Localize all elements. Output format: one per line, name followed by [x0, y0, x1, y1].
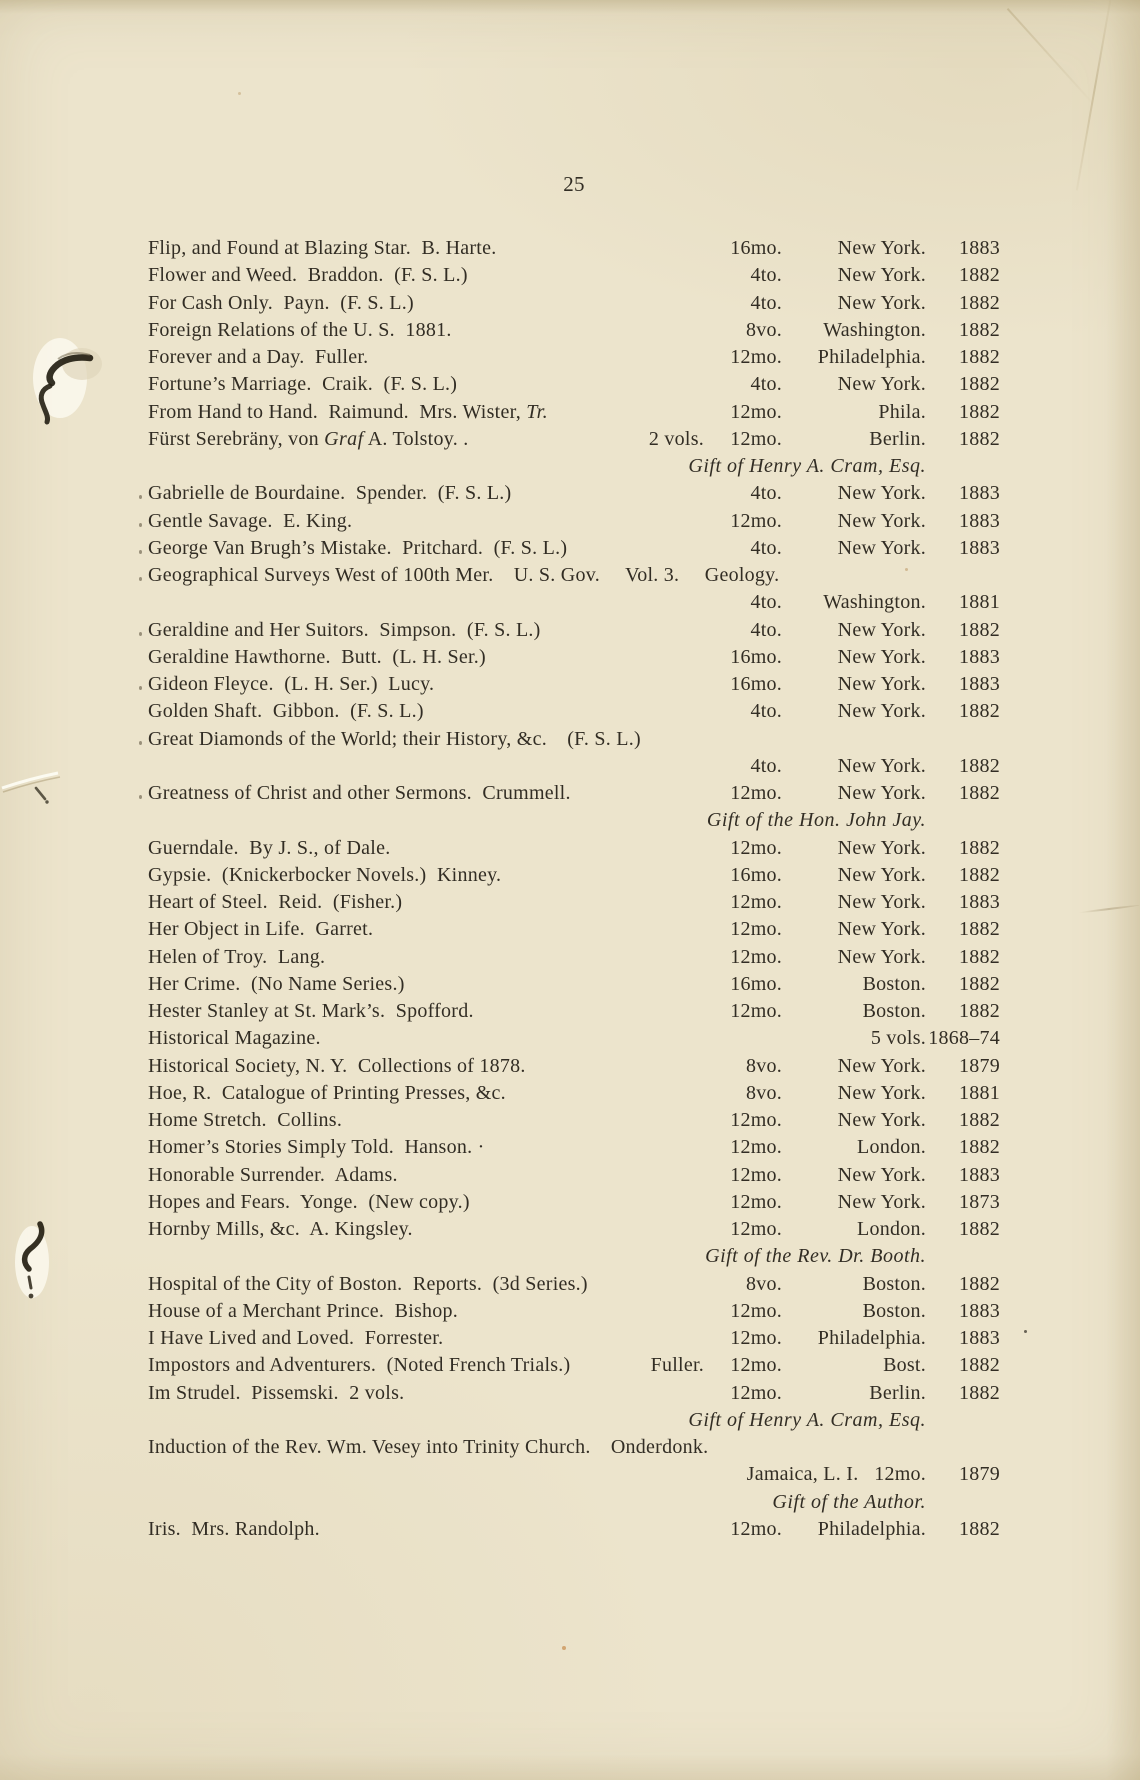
corner-crease-line	[1076, 0, 1114, 191]
entry-city: London.	[857, 1218, 926, 1240]
entry-city: Berlin.	[869, 427, 926, 450]
entry-title	[148, 1191, 470, 1214]
entry-title-text: Heart of Steel. Reid. (Fisher.)	[148, 891, 403, 913]
entry-format: 12mo.	[730, 1190, 782, 1213]
entry-format: 12mo.	[730, 1381, 782, 1404]
catalog-row	[148, 564, 1000, 591]
gift-credit-row	[148, 809, 1000, 836]
entry-city: New York.	[837, 618, 926, 641]
catalog-row	[148, 1000, 1000, 1027]
entry-title-text: Geographical Surveys West of 100th Mer. U. S. Gov. Vol. 3. Geology.	[148, 564, 780, 586]
entry-year: 1883	[959, 1327, 1000, 1349]
entry-title	[148, 619, 541, 642]
entry-year: 1882	[959, 863, 1000, 886]
entry-title-text: Golden Shaft. Gibbon. (F. S. L.)	[148, 700, 424, 723]
entry-title	[148, 1218, 413, 1241]
entry-city: Phila.	[878, 400, 926, 423]
entry-year: 1882	[959, 346, 1000, 368]
entry-year: 1882	[959, 618, 1000, 641]
entry-format: 8vo.	[746, 1081, 782, 1104]
entry-city: Bost.	[883, 1354, 926, 1377]
entry-title	[148, 782, 571, 805]
entry-city: New York.	[837, 836, 926, 859]
catalog-row	[148, 1082, 1000, 1109]
entry-city: New York.	[837, 1054, 926, 1077]
catalog-row	[148, 700, 1000, 727]
entry-title	[148, 1273, 588, 1296]
entry-format: 12mo.	[730, 782, 782, 804]
entry-title	[148, 918, 373, 941]
entry-year: 1883	[959, 482, 1000, 505]
entry-year: 1883	[959, 509, 1000, 532]
entry-city: Washington.	[823, 318, 926, 341]
entry-title	[148, 1164, 398, 1187]
catalog-row	[148, 1436, 1000, 1463]
entry-title-text: Iris. Mrs. Randolph.	[148, 1517, 320, 1540]
entry-year: 1883	[959, 1163, 1000, 1186]
catalog-row	[148, 510, 1000, 537]
entry-title-text: Flower and Weed. Braddon. (F. S. L.)	[148, 264, 468, 287]
catalog-row	[148, 782, 1000, 809]
catalog-row	[148, 946, 1000, 973]
entry-format: 16mo.	[730, 237, 782, 259]
entry-title	[148, 1027, 321, 1050]
entry-format: 12mo.	[730, 427, 782, 450]
entry-year: 1882	[959, 400, 1000, 423]
entry-format: 4to.	[750, 536, 782, 559]
entry-format: 12mo.	[730, 836, 782, 859]
catalog-row	[148, 755, 1000, 782]
entry-title-text: Gideon Fleyce. (L. H. Ser.) Lucy.	[148, 673, 435, 695]
entry-year: 1883	[959, 237, 1000, 259]
gift-credit: Gift of the Hon. John Jay.	[706, 809, 926, 832]
entry-title	[148, 946, 325, 969]
entry-format: 12mo.	[730, 1109, 782, 1131]
entry-year: 1882	[959, 427, 1000, 450]
entry-title-text: Homer’s Stories Simply Told. Hanson. ·	[148, 1136, 485, 1159]
gift-credit: Gift of Henry A. Cram, Esq.	[688, 455, 926, 477]
catalog-row	[148, 1109, 1000, 1136]
entry-city: New York.	[837, 1109, 926, 1131]
entry-year: 1882	[959, 972, 1000, 995]
entry-year: 1882	[959, 264, 1000, 287]
catalog-row	[148, 1164, 1000, 1191]
entry-title	[148, 1382, 404, 1405]
catalog-row	[148, 591, 1000, 618]
entry-title-text: George Van Brugh’s Mistake. Pritchard. (F. S. L.)	[148, 536, 568, 559]
entry-format: 4to.	[750, 591, 782, 614]
entry-title	[148, 891, 402, 914]
catalog-row	[148, 401, 1000, 428]
catalog-row	[148, 619, 1000, 646]
catalog-row	[148, 646, 1000, 673]
entry-title-text: Great Diamonds of the World; their History, &c. (F. S. L.)	[148, 727, 641, 750]
catalog-row	[148, 973, 1000, 1000]
entry-year: 1883	[959, 891, 1000, 913]
entry-title	[148, 264, 468, 287]
gift-credit: Gift of the Author.	[772, 1490, 926, 1513]
entry-title	[148, 346, 368, 369]
catalog-row	[148, 1327, 1000, 1354]
catalog-list	[148, 237, 1000, 1545]
entry-note: 5 vols.	[870, 1027, 926, 1050]
entry-format: 16mo.	[730, 673, 782, 695]
entry-format: 4to.	[750, 482, 782, 505]
entry-title	[148, 728, 641, 751]
entry-title	[148, 292, 414, 315]
entry-format: 12mo.	[730, 509, 782, 532]
entry-format: 4to.	[750, 264, 782, 287]
entry-title-text: Gypsie. (Knickerbocker Novels.) Kinney.	[148, 863, 502, 886]
entry-city: New York.	[837, 945, 926, 968]
entry-title-text: House of a Merchant Prince. Bishop.	[148, 1299, 459, 1322]
paper-tear-mark-bottom	[8, 1216, 60, 1314]
entry-year: 1882	[959, 1000, 1000, 1022]
entry-format: 4to.	[750, 618, 782, 641]
entry-format: 12mo.	[730, 1299, 782, 1322]
entry-city: Boston.	[862, 1272, 926, 1295]
entry-title-text: Hospital of the City of Boston. Reports. (3d Series.)	[148, 1272, 588, 1295]
entry-title-text: Helen of Troy. Lang.	[148, 945, 326, 968]
entry-title-text: A. Tolstoy. .	[363, 427, 469, 450]
entry-title	[148, 401, 548, 424]
entry-year: 1883	[959, 1299, 1000, 1322]
entry-title-text: Hester Stanley at St. Mark’s. Spofford.	[148, 1000, 474, 1022]
entry-year: 1881	[959, 1081, 1000, 1104]
entry-city: New York.	[837, 782, 926, 804]
entry-city: London.	[857, 1136, 926, 1159]
entry-format: 16mo.	[730, 645, 782, 668]
entry-city: New York.	[837, 482, 926, 505]
entry-year: 1879	[959, 1054, 1000, 1077]
entry-city: Boston.	[862, 1000, 926, 1022]
entry-year: 1868–74	[928, 1027, 1000, 1050]
entry-year: 1882	[959, 782, 1000, 804]
entry-title-text: Her Crime. (No Name Series.)	[148, 972, 405, 995]
catalog-row	[148, 482, 1000, 509]
entry-title-text: Hopes and Fears. Yonge. (New copy.)	[148, 1190, 470, 1213]
entry-title	[148, 646, 486, 669]
catalog-row	[148, 1518, 1000, 1545]
entry-title	[148, 1518, 320, 1541]
entry-city: New York.	[837, 1163, 926, 1186]
entry-year: 1883	[959, 645, 1000, 668]
entry-city: New York.	[837, 373, 926, 396]
entry-format: 16mo.	[730, 972, 782, 995]
entry-title	[148, 673, 434, 696]
entry-title-text: Flip, and Found at Blazing Star. B. Harte.	[148, 237, 497, 259]
entry-format: 16mo.	[730, 863, 782, 886]
entry-title	[148, 864, 501, 887]
entry-title-text: Guerndale. By J. S., of Dale.	[148, 836, 391, 859]
catalog-row	[148, 346, 1000, 373]
entry-note: Jamaica, L. I. 12mo.	[746, 1463, 926, 1486]
catalog-row	[148, 237, 1000, 264]
entry-format: 12mo.	[730, 1218, 782, 1240]
catalog-row	[148, 537, 1000, 564]
entry-title-text: From Hand to Hand. Raimund. Mrs. Wister,	[148, 400, 527, 423]
entry-title-text: Hoe, R. Catalogue of Printing Presses, &c.	[148, 1081, 506, 1104]
entry-title	[148, 1300, 458, 1323]
entry-format: 4to.	[750, 291, 782, 314]
entry-city: New York.	[837, 863, 926, 886]
entry-city: Philadelphia.	[817, 1517, 926, 1540]
entry-city: New York.	[837, 700, 926, 723]
gift-credit-row	[148, 1491, 1000, 1518]
entry-title	[148, 1082, 506, 1105]
entry-title-text: Geraldine Hawthorne. Butt. (L. H. Ser.)	[148, 645, 486, 668]
entry-format: 12mo.	[730, 346, 782, 368]
paper-crease-mark-middle	[0, 746, 74, 812]
entry-title-text: Home Stretch. Collins.	[148, 1109, 343, 1131]
entry-title	[148, 1136, 485, 1159]
entry-format: 12mo.	[730, 1327, 782, 1349]
entry-title-text: Impostors and Adventurers. (Noted French Trials.)	[148, 1354, 571, 1377]
entry-format: 12mo.	[730, 1136, 782, 1159]
entry-city: New York.	[837, 291, 926, 314]
entry-title	[148, 973, 405, 996]
entry-format: 8vo.	[746, 318, 782, 341]
entry-title-text: Historical Magazine.	[148, 1027, 321, 1050]
entry-volumes: Fuller.	[650, 1354, 704, 1377]
entry-title-text: Hornby Mills, &c. A. Kingsley.	[148, 1218, 413, 1240]
entry-format: 8vo.	[746, 1054, 782, 1077]
catalog-row	[148, 891, 1000, 918]
entry-city: New York.	[837, 673, 926, 695]
entry-title-italic: Graf	[324, 427, 364, 450]
entry-format: 4to.	[750, 754, 782, 777]
entry-title	[148, 537, 567, 560]
entry-title	[148, 237, 497, 260]
entry-format: 12mo.	[730, 400, 782, 423]
entry-title-text: Her Object in Life. Garret.	[148, 918, 374, 941]
entry-title	[148, 1327, 443, 1350]
entry-city: Boston.	[862, 972, 926, 995]
entry-format: 12mo.	[730, 891, 782, 913]
gift-credit-row	[148, 1245, 1000, 1272]
entry-city: New York.	[837, 237, 926, 259]
catalog-row	[148, 837, 1000, 864]
entry-year: 1881	[959, 591, 1000, 614]
paper-speck	[562, 1646, 566, 1650]
gift-credit-row	[148, 1409, 1000, 1436]
entry-city: New York.	[837, 536, 926, 559]
entry-year: 1882	[959, 945, 1000, 968]
paper-speck	[238, 92, 241, 95]
entry-title	[148, 700, 424, 723]
entry-title	[148, 564, 779, 587]
stray-ink-dot	[1024, 1330, 1027, 1333]
entry-year: 1882	[959, 1136, 1000, 1159]
page-number: 25	[563, 172, 585, 196]
entry-city: New York.	[837, 918, 926, 941]
entry-format: 12mo.	[730, 1163, 782, 1186]
entry-year: 1882	[959, 291, 1000, 314]
entry-title-text: Im Strudel. Pissemski. 2 vols.	[148, 1381, 405, 1404]
entry-title-text: Honorable Surrender. Adams.	[148, 1163, 398, 1186]
entry-year: 1882	[959, 1272, 1000, 1295]
entry-title	[148, 1000, 474, 1023]
entry-title	[148, 373, 457, 396]
entry-format: 8vo.	[746, 1272, 782, 1295]
entry-title	[148, 482, 511, 505]
entry-city: Boston.	[862, 1299, 926, 1322]
paper-tear-mark-top	[24, 326, 108, 432]
entry-volumes: 2 vols.	[648, 427, 704, 450]
entry-city: New York.	[837, 509, 926, 532]
catalog-row	[148, 428, 1000, 455]
catalog-row	[148, 918, 1000, 945]
catalog-row	[148, 1273, 1000, 1300]
entry-city: New York.	[837, 1190, 926, 1213]
catalog-row	[148, 864, 1000, 891]
edge-crease-line	[1078, 904, 1140, 914]
entry-city: Berlin.	[869, 1381, 926, 1404]
catalog-row	[148, 264, 1000, 291]
entry-title-text: Gentle Savage. E. King.	[148, 509, 353, 532]
entry-year: 1882	[959, 754, 1000, 777]
entry-title-text: Greatness of Christ and other Sermons. Crummell.	[148, 782, 571, 804]
entry-format: 4to.	[750, 700, 782, 723]
entry-title-text: Historical Society, N. Y. Collections of 1878.	[148, 1054, 526, 1077]
entry-city: New York.	[837, 1081, 926, 1104]
gift-credit-row	[148, 455, 1000, 482]
entry-year: 1883	[959, 536, 1000, 559]
catalog-row	[148, 1136, 1000, 1163]
catalog-row	[148, 319, 1000, 346]
entry-year: 1882	[959, 918, 1000, 941]
entry-year: 1882	[959, 1381, 1000, 1404]
entry-city: New York.	[837, 645, 926, 668]
catalog-row	[148, 1382, 1000, 1409]
entry-city: New York.	[837, 754, 926, 777]
catalog-row	[148, 728, 1000, 755]
catalog-row	[148, 1055, 1000, 1082]
catalog-row	[148, 1218, 1000, 1245]
entry-title	[148, 1109, 342, 1132]
entry-title-text: Fortune’s Marriage. Craik. (F. S. L.)	[148, 373, 458, 396]
entry-format: 12mo.	[730, 918, 782, 941]
entry-title	[148, 319, 452, 342]
entry-year: 1882	[959, 1517, 1000, 1540]
entry-year: 1882	[959, 1218, 1000, 1240]
entry-year: 1882	[959, 373, 1000, 396]
entry-title-text: For Cash Only. Payn. (F. S. L.)	[148, 291, 414, 314]
entry-year: 1873	[959, 1190, 1000, 1213]
entry-title	[148, 1436, 708, 1459]
gift-credit: Gift of the Rev. Dr. Booth.	[705, 1245, 926, 1268]
catalog-row	[148, 373, 1000, 400]
entry-title	[148, 510, 352, 533]
entry-year: 1882	[959, 1109, 1000, 1131]
catalog-row	[148, 1191, 1000, 1218]
entry-title-text: I Have Lived and Loved. Forrester.	[148, 1327, 444, 1349]
gift-credit: Gift of Henry A. Cram, Esq.	[688, 1408, 926, 1431]
entry-title	[148, 1354, 570, 1377]
entry-city: New York.	[837, 264, 926, 287]
entry-title-text: Geraldine and Her Suitors. Simpson. (F. S. L.)	[148, 618, 541, 641]
entry-title-text: Foreign Relations of the U. S. 1881.	[148, 318, 452, 341]
entry-city: Washington.	[823, 591, 926, 614]
catalog-row	[148, 292, 1000, 319]
entry-title	[148, 837, 390, 860]
entry-format: 12mo.	[730, 1000, 782, 1022]
entry-format: 4to.	[750, 373, 782, 396]
catalog-row	[148, 673, 1000, 700]
entry-title	[148, 1055, 526, 1078]
entry-title-text: Fürst Serebräny, von	[148, 427, 325, 450]
entry-year: 1882	[959, 836, 1000, 859]
entry-title-text: Induction of the Rev. Wm. Vesey into Trinity Church. Onderdonk.	[148, 1436, 709, 1458]
entry-city: New York.	[837, 891, 926, 913]
catalog-row	[148, 1027, 1000, 1054]
catalog-row	[148, 1354, 1000, 1381]
catalog-row	[148, 1463, 1000, 1490]
entry-title-text: Forever and a Day. Fuller.	[148, 346, 369, 368]
entry-year: 1882	[959, 700, 1000, 723]
entry-format: 12mo.	[730, 1354, 782, 1377]
entry-format: 12mo.	[730, 945, 782, 968]
entry-year: 1882	[959, 318, 1000, 341]
entry-title	[148, 428, 468, 451]
catalog-row	[148, 1300, 1000, 1327]
entry-year: 1883	[959, 673, 1000, 695]
entry-format: 12mo.	[730, 1517, 782, 1540]
entry-title-text: Gabrielle de Bourdaine. Spender. (F. S. L.)	[148, 482, 512, 505]
corner-crease-line-2	[1007, 8, 1095, 106]
entry-title-italic: Tr.	[526, 400, 548, 423]
entry-year: 1882	[959, 1354, 1000, 1377]
entry-city: Philadelphia.	[817, 1327, 926, 1349]
entry-city: Philadelphia.	[817, 346, 926, 368]
entry-year: 1879	[959, 1463, 1000, 1486]
